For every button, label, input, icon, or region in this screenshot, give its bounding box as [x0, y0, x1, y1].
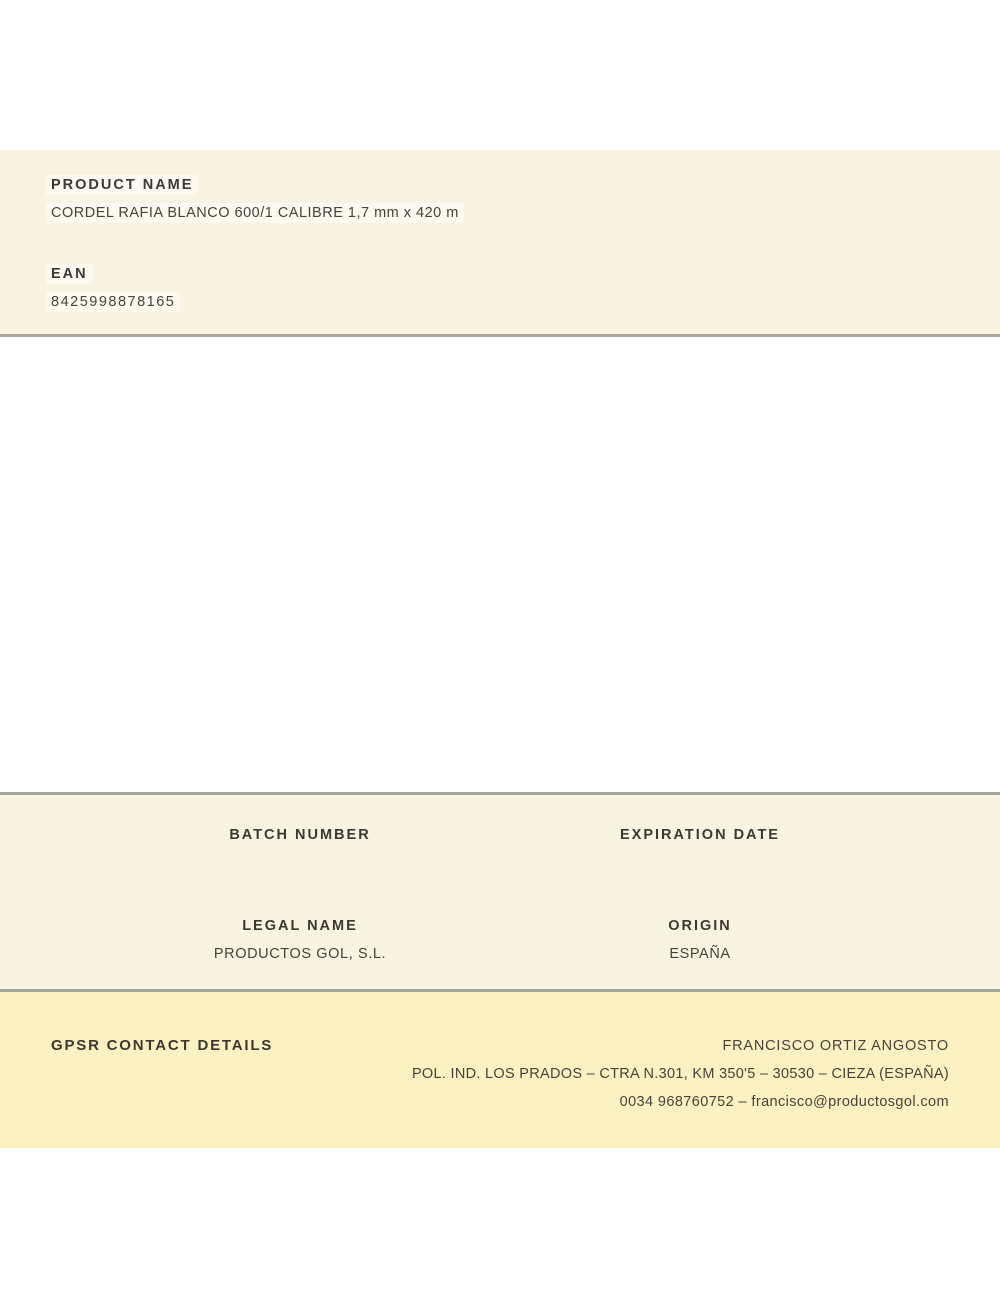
- legal-name-label: LEGAL NAME: [242, 918, 358, 934]
- product-name-label: PRODUCT NAME: [46, 175, 198, 195]
- batch-legal-column: [100, 826, 500, 989]
- origin-value: ESPAÑA: [669, 946, 731, 962]
- batch-legal-section: [0, 792, 1000, 992]
- ean-field: [51, 266, 949, 310]
- ean-value: 8425998878165: [46, 292, 180, 312]
- contact-name: FRANCISCO ORTIZ ANGOSTO: [722, 1038, 949, 1054]
- expiration-origin-column: [500, 826, 900, 989]
- expiration-date-label: EXPIRATION DATE: [620, 827, 780, 843]
- product-name-value: CORDEL RAFIA BLANCO 600/1 CALIBRE 1,7 mm x 420 m: [46, 203, 464, 223]
- product-identity-section: [0, 150, 1000, 337]
- product-name-field: [51, 177, 949, 221]
- gpsr-contact-section: [0, 992, 1000, 1148]
- gpsr-contact-label: GPSR CONTACT DETAILS: [51, 1037, 274, 1054]
- batch-number-value: [100, 856, 500, 872]
- gpsr-contact-block: [412, 1032, 949, 1116]
- ean-label: EAN: [46, 264, 93, 284]
- batch-number-label: BATCH NUMBER: [229, 827, 371, 843]
- contact-phone-email: 0034 968760752 – francisco@productosgol.com: [619, 1094, 949, 1110]
- legal-name-value: PRODUCTOS GOL, S.L.: [213, 946, 387, 962]
- contact-address: POL. IND. LOS PRADOS – CTRA N.301, KM 350'5 – 30530 – CIEZA (ESPAÑA): [411, 1066, 949, 1082]
- expiration-date-value: [500, 856, 900, 872]
- origin-label: ORIGIN: [668, 918, 732, 934]
